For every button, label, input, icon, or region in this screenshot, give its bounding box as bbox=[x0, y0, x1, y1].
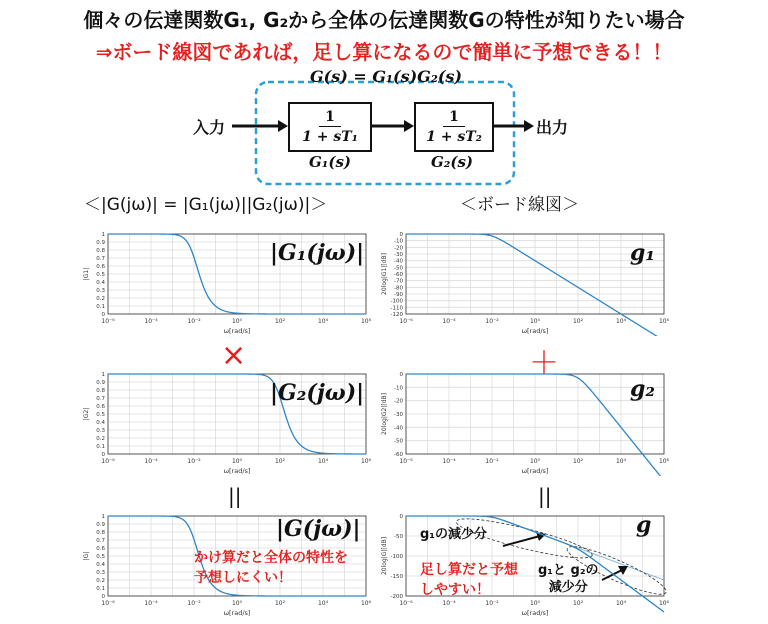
x-tick-label: 10⁻² bbox=[187, 318, 201, 325]
y-tick-label: -40 bbox=[394, 425, 403, 432]
x-tick-label: 10⁶ bbox=[360, 458, 372, 465]
x-tick-label: 10⁻⁶ bbox=[399, 458, 413, 465]
y-tick-label: 1 bbox=[101, 372, 105, 378]
y-tick-label: 0.9 bbox=[96, 380, 105, 386]
y-axis-label: 20log|G2|[dB] bbox=[381, 393, 388, 435]
x-tick-label: 10⁶ bbox=[360, 318, 372, 325]
y-tick-label: 0.4 bbox=[96, 280, 105, 286]
left-note-line-2: 予想しにくい！ bbox=[194, 570, 292, 586]
y-tick-label: 0 bbox=[101, 594, 105, 600]
block-g2-name: G₂(s) bbox=[430, 153, 474, 171]
y-tick-label: -40 bbox=[394, 258, 403, 265]
x-tick-label: 10⁻⁴ bbox=[442, 600, 456, 607]
block-g1-denominator: 1 + sT₁ bbox=[302, 128, 358, 145]
block-g2-numerator: 1 bbox=[443, 108, 465, 127]
y-tick-label: 0.1 bbox=[96, 586, 105, 592]
y-tick-label: 0.8 bbox=[96, 248, 105, 254]
x-tick-label: 10⁻⁶ bbox=[101, 458, 115, 465]
x-tick-label: 10⁻² bbox=[187, 600, 201, 607]
p5-label: g₂ bbox=[630, 376, 656, 402]
x-tick-label: 10² bbox=[274, 458, 286, 465]
y-tick-label: -80 bbox=[394, 285, 403, 292]
plus-symbol: ＋ bbox=[529, 346, 559, 381]
y-tick-label: 0 bbox=[399, 372, 403, 378]
x-tick-label: 10⁻⁴ bbox=[144, 600, 158, 607]
x-tick-label: 10⁻⁴ bbox=[144, 318, 158, 325]
x-tick-label: 10⁰ bbox=[231, 600, 243, 607]
y-tick-label: 0.1 bbox=[96, 444, 105, 450]
y-tick-label: -90 bbox=[394, 292, 403, 298]
y-tick-label: 0.7 bbox=[96, 396, 105, 402]
x-tick-label: 10² bbox=[572, 458, 584, 465]
x-axis-label: ω[rad/s] bbox=[521, 467, 549, 475]
left-note-line-1: かけ算だと全体の特性を bbox=[194, 550, 348, 566]
y-tick-label: -60 bbox=[394, 452, 403, 458]
right-note bbox=[420, 560, 518, 600]
block-g1 bbox=[288, 102, 372, 152]
x-tick-label: 10⁶ bbox=[360, 600, 372, 607]
g1-reduction-label: g₁の減少分 bbox=[420, 527, 487, 542]
y-tick-label: -110 bbox=[390, 305, 403, 312]
y-tick-label: -30 bbox=[394, 412, 403, 418]
p2-label: |G₂(jω)| bbox=[270, 380, 365, 406]
y-tick-label: 0.4 bbox=[96, 420, 105, 426]
block-g2-denominator: 1 + sT₂ bbox=[426, 128, 482, 145]
x-tick-label: 10⁻² bbox=[187, 458, 201, 465]
g12-reduction-label bbox=[538, 562, 599, 596]
header-line-1: 個々の伝達関数G₁, G₂から全体の伝達関数Gの特性が知りたい場合 bbox=[83, 8, 685, 32]
x-tick-label: 10⁶ bbox=[658, 318, 670, 325]
x-tick-label: 10⁻² bbox=[485, 600, 499, 607]
y-tick-label: 0.5 bbox=[96, 554, 105, 560]
y-tick-label: 0.2 bbox=[96, 436, 105, 442]
y-tick-label: 0.6 bbox=[96, 264, 105, 270]
y-tick-label: -70 bbox=[394, 278, 403, 285]
p1-label: |G₁(jω)| bbox=[270, 240, 365, 266]
y-tick-label: 0.6 bbox=[96, 546, 105, 552]
y-tick-label: -120 bbox=[390, 312, 403, 318]
x-tick-label: 10² bbox=[572, 600, 584, 607]
multiply-symbol: × bbox=[221, 338, 247, 373]
left-note bbox=[194, 548, 348, 588]
equals-right: || bbox=[538, 484, 552, 508]
x-tick-label: 10⁶ bbox=[658, 600, 670, 607]
y-tick-label: 0.3 bbox=[96, 570, 105, 576]
y-tick-label: -50 bbox=[394, 438, 403, 445]
p3-label: |G(jω)| bbox=[276, 516, 361, 542]
y-tick-label: 0 bbox=[399, 232, 403, 238]
x-tick-label: 10⁴ bbox=[317, 318, 329, 325]
x-tick-label: 10² bbox=[274, 318, 286, 325]
block-g2 bbox=[414, 102, 494, 152]
x-tick-label: 10⁻² bbox=[485, 318, 499, 325]
x-tick-label: 10² bbox=[274, 600, 286, 607]
y-tick-label: 0.2 bbox=[96, 578, 105, 584]
y-tick-label: -200 bbox=[390, 594, 403, 600]
x-tick-label: 10⁰ bbox=[231, 318, 243, 325]
y-tick-label: -60 bbox=[394, 272, 403, 278]
x-axis-label: ω[rad/s] bbox=[521, 327, 549, 335]
y-tick-label: 0.9 bbox=[96, 240, 105, 246]
x-tick-label: 10² bbox=[572, 318, 584, 325]
x-tick-label: 10⁰ bbox=[529, 600, 541, 607]
y-tick-label: 0.8 bbox=[96, 530, 105, 536]
y-tick-label: 0.2 bbox=[96, 296, 105, 302]
y-tick-label: -20 bbox=[394, 398, 403, 405]
x-tick-label: 10⁻⁴ bbox=[144, 458, 158, 465]
left-section-title: ＜|G(jω)| = |G₁(jω)||G₂(jω)|＞ bbox=[84, 195, 328, 215]
x-tick-label: 10⁻² bbox=[485, 458, 499, 465]
y-axis-label: |G| bbox=[83, 551, 90, 561]
y-axis-label: 20log|G1|[dB] bbox=[381, 253, 388, 295]
g1-annotation-arrow bbox=[503, 536, 540, 546]
y-tick-label: -10 bbox=[394, 238, 403, 245]
y-tick-label: 0.7 bbox=[96, 256, 105, 262]
right-note-line-1: 足し算だと予想 bbox=[420, 562, 518, 578]
g12-reduction-line-2: 減少分 bbox=[548, 580, 588, 595]
y-tick-label: -100 bbox=[390, 298, 403, 305]
y-tick-label: 0 bbox=[101, 452, 105, 458]
p4-label: g₁ bbox=[630, 240, 656, 266]
x-tick-label: 10⁴ bbox=[615, 318, 627, 325]
y-tick-label: 1 bbox=[101, 232, 105, 238]
right-note-line-2: しやすい！ bbox=[420, 582, 490, 598]
y-tick-label: 0.8 bbox=[96, 388, 105, 394]
x-tick-label: 10⁴ bbox=[317, 600, 329, 607]
x-tick-label: 10⁻⁶ bbox=[101, 318, 115, 325]
y-tick-label: 1 bbox=[101, 514, 105, 520]
block-g1-numerator: 1 bbox=[319, 108, 341, 127]
x-axis-label: ω[rad/s] bbox=[521, 609, 549, 617]
x-tick-label: 10⁴ bbox=[317, 458, 329, 465]
header-line-2: ⇒ボード線図であれば，足し算になるので簡単に予想できる！！ bbox=[95, 40, 673, 64]
x-tick-label: 10⁴ bbox=[615, 600, 627, 607]
right-section-title: ＜ボード線図＞ bbox=[460, 195, 579, 215]
y-tick-label: -100 bbox=[390, 554, 403, 560]
x-tick-label: 10⁻⁶ bbox=[399, 318, 413, 325]
y-tick-label: 0.3 bbox=[96, 428, 105, 434]
block-g1-name: G₁(s) bbox=[308, 153, 352, 171]
y-tick-label: 0.3 bbox=[96, 288, 105, 294]
p6-label: g bbox=[636, 512, 652, 538]
input-label: 入力 bbox=[193, 118, 226, 137]
y-axis-label: |G1| bbox=[83, 267, 90, 281]
x-tick-label: 10⁰ bbox=[529, 458, 541, 465]
y-tick-label: 0.7 bbox=[96, 538, 105, 544]
y-tick-label: -30 bbox=[394, 252, 403, 258]
x-tick-label: 10⁻⁶ bbox=[101, 600, 115, 607]
x-tick-label: 10⁴ bbox=[615, 458, 627, 465]
y-tick-label: -20 bbox=[394, 245, 403, 252]
y-tick-label: 0.5 bbox=[96, 412, 105, 418]
x-tick-label: 10⁻⁶ bbox=[399, 600, 413, 607]
y-axis-label: 20log|G|[dB] bbox=[381, 536, 388, 576]
y-tick-label: -50 bbox=[394, 265, 403, 272]
y-tick-label: -10 bbox=[394, 385, 403, 392]
y-tick-label: 0 bbox=[101, 312, 105, 318]
equals-left: || bbox=[228, 484, 242, 508]
y-tick-label: 0.5 bbox=[96, 272, 105, 278]
y-tick-label: -150 bbox=[390, 574, 403, 580]
x-axis-label: ω[rad/s] bbox=[223, 327, 251, 335]
y-tick-label: 0.9 bbox=[96, 522, 105, 528]
x-tick-label: 10⁰ bbox=[529, 318, 541, 325]
x-tick-label: 10⁻⁴ bbox=[442, 458, 456, 465]
y-tick-label: -50 bbox=[394, 534, 403, 540]
overall-tf: G(s) = G₁(s)G₂(s) bbox=[310, 67, 462, 86]
x-tick-label: 10⁻⁴ bbox=[442, 318, 456, 325]
x-tick-label: 10⁰ bbox=[231, 458, 243, 465]
x-axis-label: ω[rad/s] bbox=[223, 467, 251, 475]
y-tick-label: 0.4 bbox=[96, 562, 105, 568]
x-tick-label: 10⁶ bbox=[658, 458, 670, 465]
g12-reduction-line-1: g₁と g₂の bbox=[538, 563, 599, 578]
y-tick-label: 0.1 bbox=[96, 304, 105, 310]
x-axis-label: ω[rad/s] bbox=[223, 609, 251, 617]
y-tick-label: 0 bbox=[399, 514, 403, 520]
output-label: 出力 bbox=[536, 118, 569, 137]
y-axis-label: |G2| bbox=[83, 407, 90, 421]
y-tick-label: 0.6 bbox=[96, 404, 105, 410]
